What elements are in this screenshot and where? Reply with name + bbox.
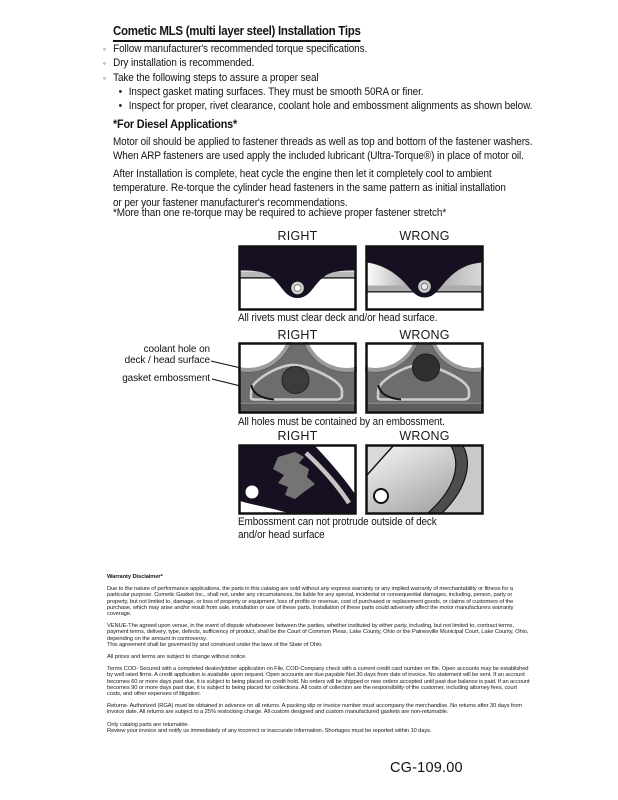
gasket-edge — [240, 404, 355, 412]
caption-line: Embossment can not protrude outside of deck — [238, 516, 437, 528]
circle-bullet-icon: ◦ — [103, 44, 106, 54]
right-label: RIGHT — [277, 229, 318, 243]
dot-bullet-icon: • — [118, 85, 123, 98]
annotation-line: coolant hole on — [143, 344, 210, 355]
list-item-text: Inspect gasket mating surfaces. They must be smooth 50RA or finer. — [128, 85, 424, 98]
wrong-label: WRONG — [399, 229, 450, 243]
list-item-text: Dry installation is recommended. — [113, 57, 255, 70]
coolant-hole — [282, 367, 309, 394]
diesel-paragraph-2 — [113, 167, 506, 210]
bolt-hole — [374, 489, 388, 503]
page-code: CG-109.00 — [390, 760, 463, 776]
list-item — [119, 85, 533, 99]
gasket-embossment-annotation: gasket embossment — [122, 373, 210, 384]
diagram-caption — [238, 516, 437, 541]
wrong-label: WRONG — [399, 429, 450, 443]
warranty-paragraph: All prices and terms are subject to change without notice. — [107, 654, 247, 661]
list-item — [103, 71, 532, 85]
warranty-heading: Warranty Disclaimer* — [107, 574, 163, 580]
edge-line — [367, 403, 482, 404]
list-item-text: Take the following steps to assure a proper seal — [113, 71, 319, 84]
install-tips-list — [103, 42, 532, 113]
diagram-embossment-right — [238, 342, 357, 414]
list-item — [103, 42, 532, 56]
diagram-caption: All rivets must clear deck and/or head surface. — [238, 312, 438, 324]
list-item — [119, 99, 533, 113]
wrong-label: WRONG — [399, 328, 450, 342]
list-item-text: Inspect for proper, rivet clearance, coolant hole and embossment alignments as shown below. — [128, 100, 533, 113]
rivet-center — [294, 285, 301, 292]
diesel-paragraph-1 — [113, 135, 532, 164]
warranty-disclaimer — [107, 574, 531, 740]
right-label: RIGHT — [277, 429, 318, 443]
diesel-heading: *For Diesel Applications* — [113, 117, 238, 131]
circle-bullet-icon: ◦ — [103, 72, 106, 83]
annotation-line: deck / head surface — [124, 355, 210, 367]
diagram-embossment-wrong — [365, 342, 484, 414]
page-title: Cometic MLS (multi layer steel) Installation Tips — [113, 24, 361, 42]
coolant-hole — [413, 354, 440, 381]
right-label: RIGHT — [277, 328, 318, 342]
paragraph-line: After Installation is complete, heat cycle the engine then let it completely cool to ambient — [113, 168, 492, 180]
rivet-center — [421, 283, 428, 290]
retorque-note: *More than one re-torque may be required to achieve proper fastener stretch* — [113, 207, 447, 219]
caption-line: and/or head surface — [238, 528, 325, 541]
warranty-paragraph: Review your invoice and notify us immediately of any incorrect or inaccurate information. Shortages must be reported within 10 days. — [107, 727, 432, 734]
paragraph-line: temperature. Re-torque the cylinder head fasteners in the same pattern as initial installation — [113, 182, 506, 195]
circle-bullet-icon: ◦ — [103, 58, 106, 69]
diagram-rivet-right — [238, 245, 357, 311]
bolt-hole — [246, 486, 259, 499]
paragraph-line: or per your fastener manufacturer's recommendations. — [113, 196, 348, 209]
warranty-paragraph: This agreement shall be governed by and construed under the laws of the State of Ohio. — [107, 641, 323, 648]
paragraph-line: Motor oil should be applied to fastener threads as well as top and bottom of the fastener washers. — [113, 136, 533, 148]
diagram-protrusion-wrong — [365, 444, 484, 515]
warranty-paragraph: Only catalog parts are returnable. — [107, 721, 189, 728]
diagram-rivet-wrong — [365, 245, 484, 311]
diagram-caption: All holes must be contained by an embossment. — [238, 416, 445, 428]
warranty-paragraph: Returns- Authorized (RGA) must be obtained in advance on all returns. A packing slip or invoice number must accompany the merchandise. No returns after 30 days from invoice date. All returns are subject to a 25% restocking charge. All custom designed and custom manufactured gaskets are non-returnable. — [107, 703, 522, 716]
list-item — [103, 56, 532, 70]
warranty-paragraph: Due to the nature of performance applications, the parts in this catalog are sold without any express warranty or any implied warranty of merchantability or fitness for a particular purpose. Cometic Gasket Inc., shall not, under any circumstances, be liable for any special, incidental or consequential damages, including, person, party or property, but not limited to, damage, or loss of property or equipment, loss of profits or revenue, cost of purchased or replacement goods, or claims of customers of the purchase, which may arise and/or result from sale, installation or use of these parts. Installation of these parts could adversely affect the motor manufacturers warranty coverage. — [107, 586, 514, 618]
list-item-text: Follow manufacturer's recommended torque specifications. — [113, 43, 368, 55]
diagram-protrusion-right — [238, 444, 357, 515]
paragraph-line: When ARP fasteners are used apply the included lubricant (Ultra-Torque®) in place of motor oil. — [113, 150, 524, 163]
warranty-paragraph: Terms COD- Secured with a completed dealer/jobber application on File, COD-Company check with a current credit card number on file. Open accounts may be established by well rated firms. A credit application is available upon request. Open accounts are due payable Net 30 days from date of invoice. No statement will be sent. If an account becomes 60 or more days past due, it is subject to being placed on credit hold. No orders will be shipped or new orders accepted until past due balance is paid. If an account becomes 90 or more days past due, it is subject to being placed for collections. All costs of collection are the responsibility of the customer, including attorney fees, court costs, and other expenses of litigation. — [107, 666, 530, 698]
gasket-edge — [367, 404, 482, 412]
edge-line — [240, 403, 355, 404]
dot-bullet-icon: • — [118, 100, 123, 113]
warranty-paragraph: VENUE-The agreed upon venue, in the event of dispute whatsoever between the parties, whether instituted by either party, including, but not limited to, contract terms, payment terms, delivery, type, defects, sufficiency of product, shall be the Court of Common Pleas, Lake County, Ohio or the Painesville Municipal Court, Lake County, Ohio, depending on the amount in controversy. — [107, 623, 529, 642]
